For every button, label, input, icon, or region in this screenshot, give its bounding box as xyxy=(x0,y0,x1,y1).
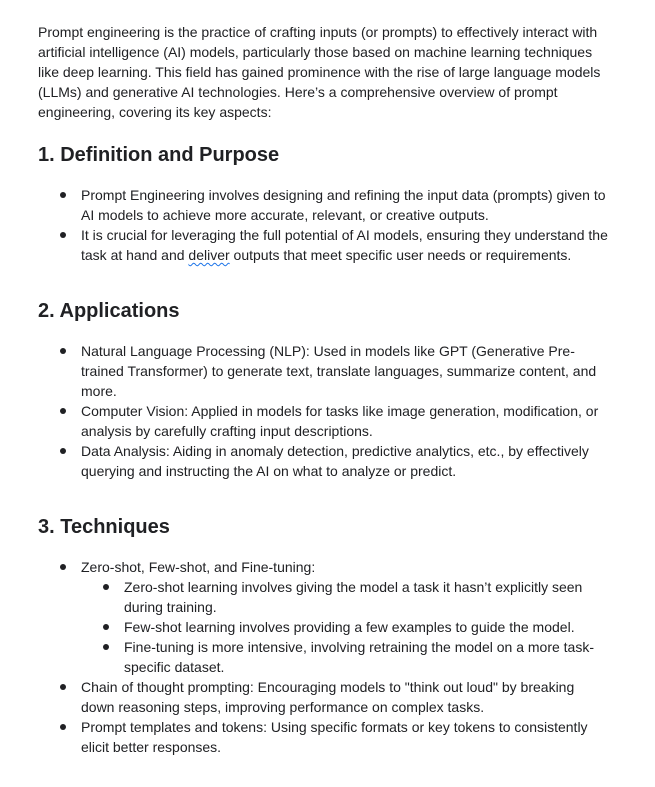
nested-list-item[interactable]: Zero-shot learning involves giving the model a task it hasn’t explicitly seen during training. xyxy=(81,577,608,617)
list-item-label: Zero-shot, Few-shot, and Fine-tuning: xyxy=(81,559,316,575)
list-item[interactable]: Prompt templates and tokens: Using specific formats or key tokens to consistently elicit better responses. xyxy=(38,717,608,757)
list-item-text: It is crucial for leveraging the full potential of AI models, ensuring they understand the task at hand and xyxy=(81,227,608,263)
techniques-list xyxy=(38,557,608,757)
list-item-text: outputs that meet specific user needs or requirements. xyxy=(229,247,572,263)
document-body xyxy=(38,22,608,757)
section-heading-techniques: 3. Techniques xyxy=(38,516,170,538)
list-item[interactable]: Natural Language Processing (NLP): Used in models like GPT (Generative Pre-trained Transformer) to generate text, translate languages, summarize content, and more. xyxy=(38,341,608,401)
definition-list xyxy=(38,185,608,265)
section-heading-definition: 1. Definition and Purpose xyxy=(38,144,280,166)
intro-paragraph[interactable]: Prompt engineering is the practice of crafting inputs (or prompts) to effectively interact with artificial intelligence (AI) models, particularly those based on machine learning techniques like deep learning. This field has gained prominence with the rise of large language models (LLMs) and generative AI technologies. Here’s a comprehensive overview of prompt engineering, covering its key aspects: xyxy=(38,24,601,120)
list-item[interactable]: Data Analysis: Aiding in anomaly detection, predictive analytics, etc., by effectively querying and instructing the AI on what to analyze or predict. xyxy=(38,441,608,481)
list-item[interactable]: Chain of thought prompting: Encouraging models to "think out loud" by breaking down reasoning steps, improving performance on complex tasks. xyxy=(38,677,608,717)
list-item[interactable] xyxy=(38,225,608,265)
nested-list xyxy=(81,577,608,677)
nested-list-item[interactable]: Fine-tuning is more intensive, involving retraining the model on a more task-specific dataset. xyxy=(81,637,608,677)
spelling-flagged-word[interactable]: deliver xyxy=(188,247,230,263)
applications-list xyxy=(38,341,608,481)
list-item[interactable] xyxy=(38,557,608,677)
nested-list-item[interactable]: Few-shot learning involves providing a few examples to guide the model. xyxy=(81,617,608,637)
section-heading-applications: 2. Applications xyxy=(38,300,180,322)
list-item[interactable]: Computer Vision: Applied in models for tasks like image generation, modification, or analysis by carefully crafting input descriptions. xyxy=(38,401,608,441)
list-item[interactable]: Prompt Engineering involves designing and refining the input data (prompts) given to AI models to achieve more accurate, relevant, or creative outputs. xyxy=(38,185,608,225)
